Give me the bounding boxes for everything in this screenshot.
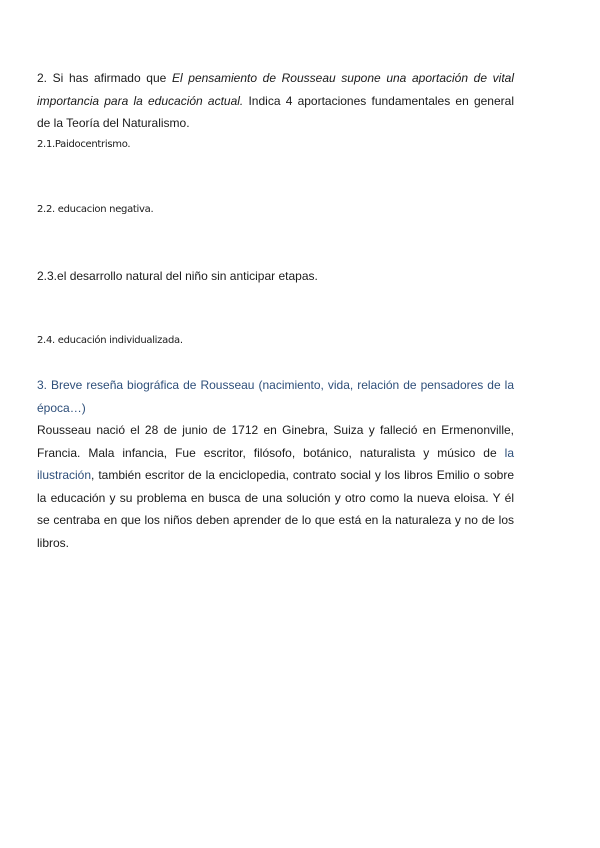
question-2-quote-part-1: El pensamiento de Rousseau supone una aportación de vital [171, 71, 515, 85]
biography-paragraph [37, 419, 514, 554]
question-2-line-1 [37, 67, 514, 90]
answer-2-4-text: educación individualizada. [57, 335, 183, 346]
biography-line-5: se centraba en que los niños deben aprender de lo que está en la naturaleza y no de los [37, 513, 514, 527]
answer-2-3 [37, 268, 318, 284]
biography-line-4: la educación y su problema en busca de una solución y otro como la nueva eloisa. Y él [37, 490, 514, 505]
question-3-line-1: 3. Breve reseña biográfica de Rousseau (nacimiento, vida, relación de pensadores de la [37, 378, 514, 392]
question-2-quote-part-2: importancia para la educación actual. [37, 93, 244, 108]
answer-2-4-label: 2.4. [37, 335, 55, 346]
question-3-line-2: época…) [37, 400, 86, 415]
biography-line-2-highlight: la [504, 445, 514, 460]
question-2 [37, 67, 514, 135]
question-2-prefix: 2. Si has afirmado que [37, 71, 172, 85]
answer-2-2 [37, 203, 153, 217]
answer-2-4 [37, 334, 183, 348]
answer-2-1-label: 2.1. [37, 139, 55, 150]
answer-2-1-text: Paidocentrismo. [54, 139, 131, 150]
biography-line-1: Rousseau nació el 28 de junio de 1712 en Ginebra, Suiza y falleció en Ermenonville, [37, 423, 514, 437]
answer-2-3-text: el desarrollo natural del niño sin anticipar etapas. [57, 269, 318, 283]
question-2-instruction: Indica 4 aportaciones fundamentales en general [243, 93, 514, 108]
biography-line-3-highlight: ilustración [37, 468, 92, 482]
answer-2-2-text: educacion negativa. [57, 204, 154, 215]
answer-2-1 [37, 138, 130, 152]
question-2-line-3: de la Teoría del Naturalismo. [37, 116, 190, 130]
biography-line-2 [37, 442, 514, 465]
biography-line-3-text: , también escritor de la enciclopedia, contrato social y los libros Emilio o sobre [91, 468, 514, 482]
biography-line-3 [37, 464, 514, 487]
biography-line-6: libros. [37, 535, 70, 550]
answer-2-3-label: 2.3. [37, 269, 58, 283]
answer-2-2-label: 2.2. [37, 204, 55, 215]
question-2-line-2 [37, 90, 514, 113]
biography-line-2-text: Francia. Mala infancia, Fue escritor, filósofo, botánico, naturalista y músico de [37, 445, 505, 460]
question-3 [37, 374, 514, 419]
